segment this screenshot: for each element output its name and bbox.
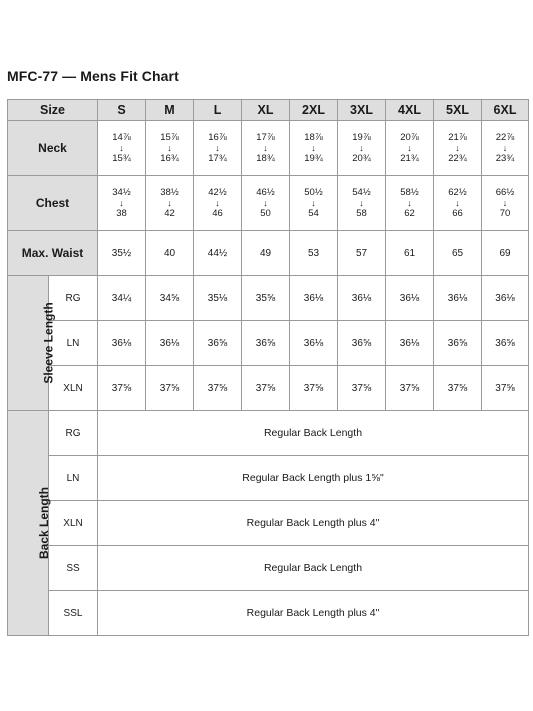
chest-to: 38 bbox=[116, 207, 127, 219]
chest-cell bbox=[194, 176, 242, 231]
sleeve-cell: 36⅛ bbox=[146, 321, 194, 366]
neck-to: 23¾ bbox=[495, 152, 515, 164]
back-sub-label: XLN bbox=[49, 501, 98, 546]
sleeve-cell: 37⅝ bbox=[242, 366, 290, 411]
neck-from: 22⅞ bbox=[495, 131, 515, 143]
sleeve-cell: 36⅝ bbox=[194, 321, 242, 366]
waist-cell: 57 bbox=[338, 231, 386, 276]
down-arrow-icon: ↓ bbox=[502, 142, 508, 153]
waist-cell: 49 bbox=[242, 231, 290, 276]
chest-to: 54 bbox=[308, 207, 319, 219]
sleeve-length-label: Sleeve Length bbox=[8, 276, 49, 411]
size-header: 2XL bbox=[290, 100, 338, 121]
back-sub-label: RG bbox=[49, 411, 98, 456]
chest-cell bbox=[386, 176, 434, 231]
chest-row bbox=[8, 176, 529, 231]
sleeve-cell: 36⅛ bbox=[290, 321, 338, 366]
neck-from: 21⅞ bbox=[448, 131, 467, 143]
back-sub-label: SSL bbox=[49, 591, 98, 636]
down-arrow-icon: ↓ bbox=[359, 142, 364, 153]
size-header-label: Size bbox=[8, 100, 98, 121]
chest-from: 38½ bbox=[160, 186, 179, 198]
sleeve-cell: 37⅝ bbox=[194, 366, 242, 411]
sleeve-cell: 36⅝ bbox=[242, 321, 290, 366]
waist-cell: 53 bbox=[290, 231, 338, 276]
neck-to: 20¾ bbox=[352, 152, 371, 164]
neck-label: Neck bbox=[8, 121, 98, 176]
down-arrow-icon: ↓ bbox=[263, 197, 268, 208]
size-header-row bbox=[8, 100, 529, 121]
chest-cell bbox=[338, 176, 386, 231]
sleeve-row-xln bbox=[8, 366, 529, 411]
neck-from: 17⅞ bbox=[256, 131, 275, 143]
down-arrow-icon: ↓ bbox=[167, 142, 172, 153]
sleeve-cell: 35⅛ bbox=[194, 276, 242, 321]
back-length-value: Regular Back Length plus 4" bbox=[98, 501, 529, 546]
sleeve-cell: 37⅝ bbox=[338, 366, 386, 411]
neck-row bbox=[8, 121, 529, 176]
chest-to: 42 bbox=[164, 207, 175, 219]
size-header: 3XL bbox=[338, 100, 386, 121]
neck-cell bbox=[242, 121, 290, 176]
neck-to: 15¾ bbox=[112, 152, 131, 164]
back-row-ln bbox=[8, 456, 529, 501]
sleeve-row-ln bbox=[8, 321, 529, 366]
size-header: M bbox=[146, 100, 194, 121]
waist-cell: 69 bbox=[482, 231, 529, 276]
down-arrow-icon: ↓ bbox=[455, 197, 460, 208]
sleeve-cell: 36⅛ bbox=[290, 276, 338, 321]
neck-cell bbox=[194, 121, 242, 176]
waist-cell: 44½ bbox=[194, 231, 242, 276]
down-arrow-icon: ↓ bbox=[311, 142, 316, 153]
fit-chart-table bbox=[7, 99, 529, 636]
neck-cell bbox=[482, 121, 529, 176]
back-sub-label: LN bbox=[49, 456, 98, 501]
chest-from: 62½ bbox=[448, 186, 467, 198]
sleeve-cell: 36⅝ bbox=[338, 321, 386, 366]
sleeve-cell: 34¼ bbox=[98, 276, 146, 321]
chest-cell bbox=[146, 176, 194, 231]
back-length-label: Back Length bbox=[8, 411, 49, 636]
neck-to: 19¾ bbox=[304, 152, 323, 164]
sleeve-cell: 37⅝ bbox=[482, 366, 529, 411]
chest-to: 62 bbox=[404, 207, 415, 219]
neck-to: 16¾ bbox=[160, 152, 179, 164]
neck-from: 16⅞ bbox=[208, 131, 227, 143]
size-header: 5XL bbox=[434, 100, 482, 121]
chest-cell bbox=[434, 176, 482, 231]
neck-from: 18⅞ bbox=[304, 131, 323, 143]
neck-to: 17¾ bbox=[208, 152, 227, 164]
back-length-value: Regular Back Length plus 1⅝" bbox=[98, 456, 529, 501]
back-row-ssl bbox=[8, 591, 529, 636]
sleeve-row-rg bbox=[8, 276, 529, 321]
down-arrow-icon: ↓ bbox=[119, 197, 124, 208]
sleeve-cell: 34⅝ bbox=[146, 276, 194, 321]
waist-row bbox=[8, 231, 529, 276]
sleeve-cell: 36⅛ bbox=[386, 321, 434, 366]
sleeve-cell: 37⅝ bbox=[98, 366, 146, 411]
chest-from: 42½ bbox=[208, 186, 227, 198]
sleeve-cell: 37⅝ bbox=[434, 366, 482, 411]
back-length-value: Regular Back Length bbox=[98, 546, 529, 591]
chest-from: 58½ bbox=[400, 186, 419, 198]
sleeve-cell: 36⅛ bbox=[482, 276, 529, 321]
down-arrow-icon: ↓ bbox=[167, 197, 172, 208]
chest-to: 66 bbox=[452, 207, 463, 219]
chest-from: 50½ bbox=[304, 186, 323, 198]
down-arrow-icon: ↓ bbox=[455, 142, 460, 153]
size-header: S bbox=[98, 100, 146, 121]
down-arrow-icon: ↓ bbox=[263, 142, 268, 153]
sleeve-cell: 35⅝ bbox=[242, 276, 290, 321]
sleeve-cell: 37⅝ bbox=[146, 366, 194, 411]
sleeve-sub-label: XLN bbox=[49, 366, 98, 411]
chest-cell bbox=[98, 176, 146, 231]
neck-cell bbox=[338, 121, 386, 176]
size-header: XL bbox=[242, 100, 290, 121]
chest-from: 34½ bbox=[112, 186, 131, 198]
sleeve-cell: 36⅝ bbox=[482, 321, 529, 366]
neck-cell bbox=[146, 121, 194, 176]
down-arrow-icon: ↓ bbox=[215, 197, 220, 208]
sleeve-cell: 37⅝ bbox=[386, 366, 434, 411]
waist-cell: 40 bbox=[146, 231, 194, 276]
back-sub-label: SS bbox=[49, 546, 98, 591]
down-arrow-icon: ↓ bbox=[311, 197, 316, 208]
page-title: MFC-77 — Mens Fit Chart bbox=[7, 68, 179, 84]
neck-from: 19⅞ bbox=[352, 131, 371, 143]
sleeve-sub-label: LN bbox=[49, 321, 98, 366]
down-arrow-icon: ↓ bbox=[359, 197, 364, 208]
chest-from: 66½ bbox=[495, 186, 515, 198]
down-arrow-icon: ↓ bbox=[215, 142, 220, 153]
back-row-xln bbox=[8, 501, 529, 546]
chest-to: 46 bbox=[212, 207, 223, 219]
waist-cell: 35½ bbox=[98, 231, 146, 276]
sleeve-sub-label: RG bbox=[49, 276, 98, 321]
waist-cell: 61 bbox=[386, 231, 434, 276]
sleeve-cell: 36⅝ bbox=[434, 321, 482, 366]
sleeve-cell: 36⅛ bbox=[434, 276, 482, 321]
neck-to: 21¾ bbox=[400, 152, 419, 164]
waist-label: Max. Waist bbox=[8, 231, 98, 276]
down-arrow-icon: ↓ bbox=[407, 197, 412, 208]
chest-cell bbox=[242, 176, 290, 231]
back-length-value: Regular Back Length plus 4" bbox=[98, 591, 529, 636]
neck-cell bbox=[434, 121, 482, 176]
back-row-ss bbox=[8, 546, 529, 591]
neck-cell bbox=[290, 121, 338, 176]
chest-from: 54½ bbox=[352, 186, 371, 198]
neck-to: 18¾ bbox=[256, 152, 275, 164]
chest-from: 46½ bbox=[256, 186, 275, 198]
chest-to: 58 bbox=[356, 207, 367, 219]
neck-from: 20⅞ bbox=[400, 131, 419, 143]
back-row-rg bbox=[8, 411, 529, 456]
chest-to: 70 bbox=[499, 207, 511, 219]
waist-cell: 65 bbox=[434, 231, 482, 276]
chest-cell bbox=[482, 176, 529, 231]
neck-cell bbox=[98, 121, 146, 176]
down-arrow-icon: ↓ bbox=[407, 142, 412, 153]
neck-cell bbox=[386, 121, 434, 176]
size-header: L bbox=[194, 100, 242, 121]
size-header: 4XL bbox=[386, 100, 434, 121]
neck-to: 22¾ bbox=[448, 152, 467, 164]
neck-from: 15⅞ bbox=[160, 131, 179, 143]
sleeve-cell: 37⅝ bbox=[290, 366, 338, 411]
chest-to: 50 bbox=[260, 207, 271, 219]
down-arrow-icon: ↓ bbox=[119, 142, 124, 153]
neck-from: 14⅞ bbox=[112, 131, 131, 143]
back-length-value: Regular Back Length bbox=[98, 411, 529, 456]
chest-label: Chest bbox=[8, 176, 98, 231]
down-arrow-icon: ↓ bbox=[502, 197, 508, 208]
sleeve-cell: 36⅛ bbox=[98, 321, 146, 366]
size-header: 6XL bbox=[482, 100, 529, 121]
chest-cell bbox=[290, 176, 338, 231]
sleeve-cell: 36⅛ bbox=[386, 276, 434, 321]
sleeve-cell: 36⅛ bbox=[338, 276, 386, 321]
